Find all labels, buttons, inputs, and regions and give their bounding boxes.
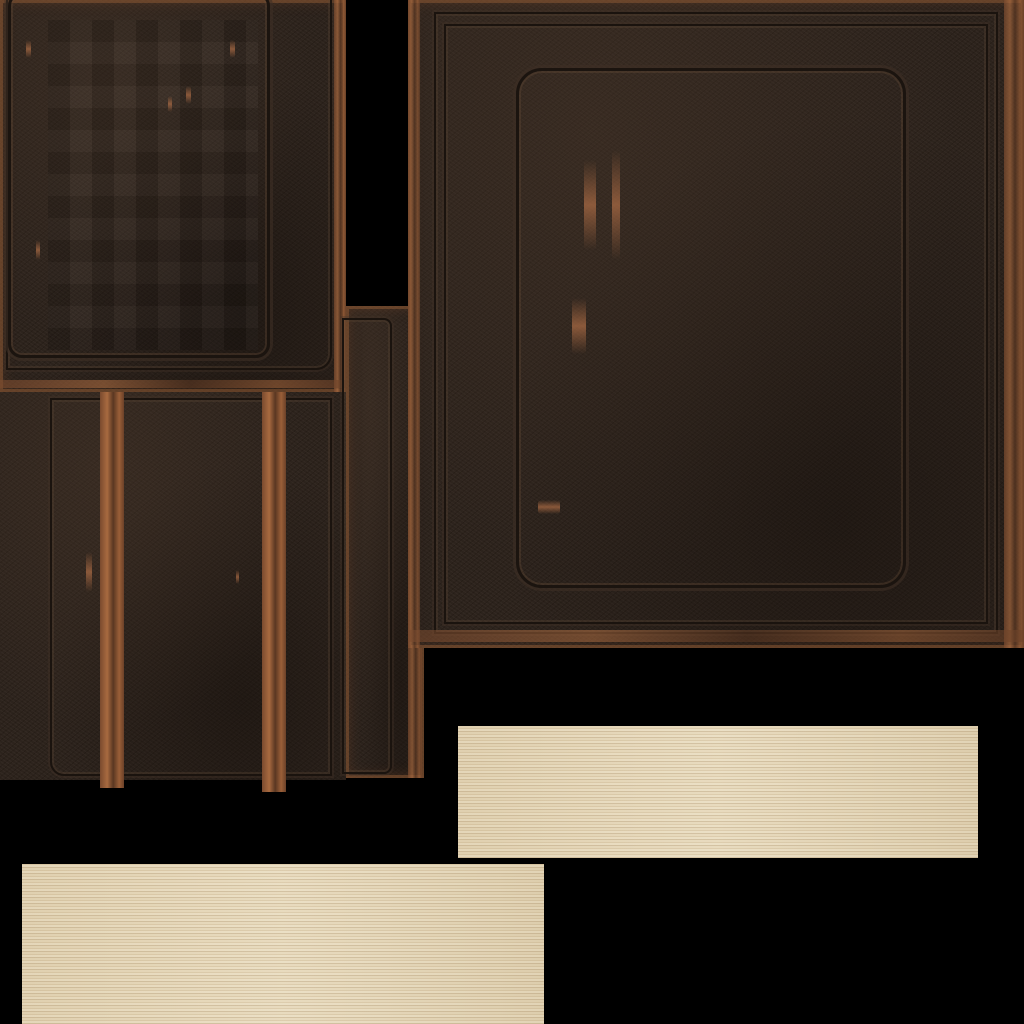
scuff-mark	[572, 298, 586, 354]
page-edge-right	[458, 726, 978, 858]
scuff-mark	[186, 86, 191, 104]
front-cover-region	[408, 0, 1024, 648]
scuff-mark	[236, 570, 239, 584]
worn-spine-strip-left	[100, 392, 124, 788]
spine-bottom-frame	[50, 398, 332, 776]
scuff-mark	[168, 96, 172, 112]
worn-edge-strip	[0, 380, 346, 388]
page-edge-left	[22, 864, 544, 1024]
scuff-mark	[538, 500, 560, 514]
back-board-frame	[342, 318, 392, 774]
worn-edge-strip	[408, 630, 1024, 642]
scuff-mark	[26, 40, 31, 58]
worn-edge-strip	[1004, 0, 1024, 648]
worn-spine-strip-right	[262, 392, 286, 792]
scuff-mark	[230, 40, 235, 58]
scuff-mark	[612, 150, 620, 260]
scuff-mark	[86, 552, 92, 592]
spine-top-region	[0, 0, 346, 392]
pixel-patch	[48, 20, 258, 350]
scuff-mark	[36, 240, 40, 260]
scuff-mark	[584, 160, 596, 250]
worn-edge-strip	[408, 0, 420, 648]
spine-bottom-region	[0, 392, 346, 780]
